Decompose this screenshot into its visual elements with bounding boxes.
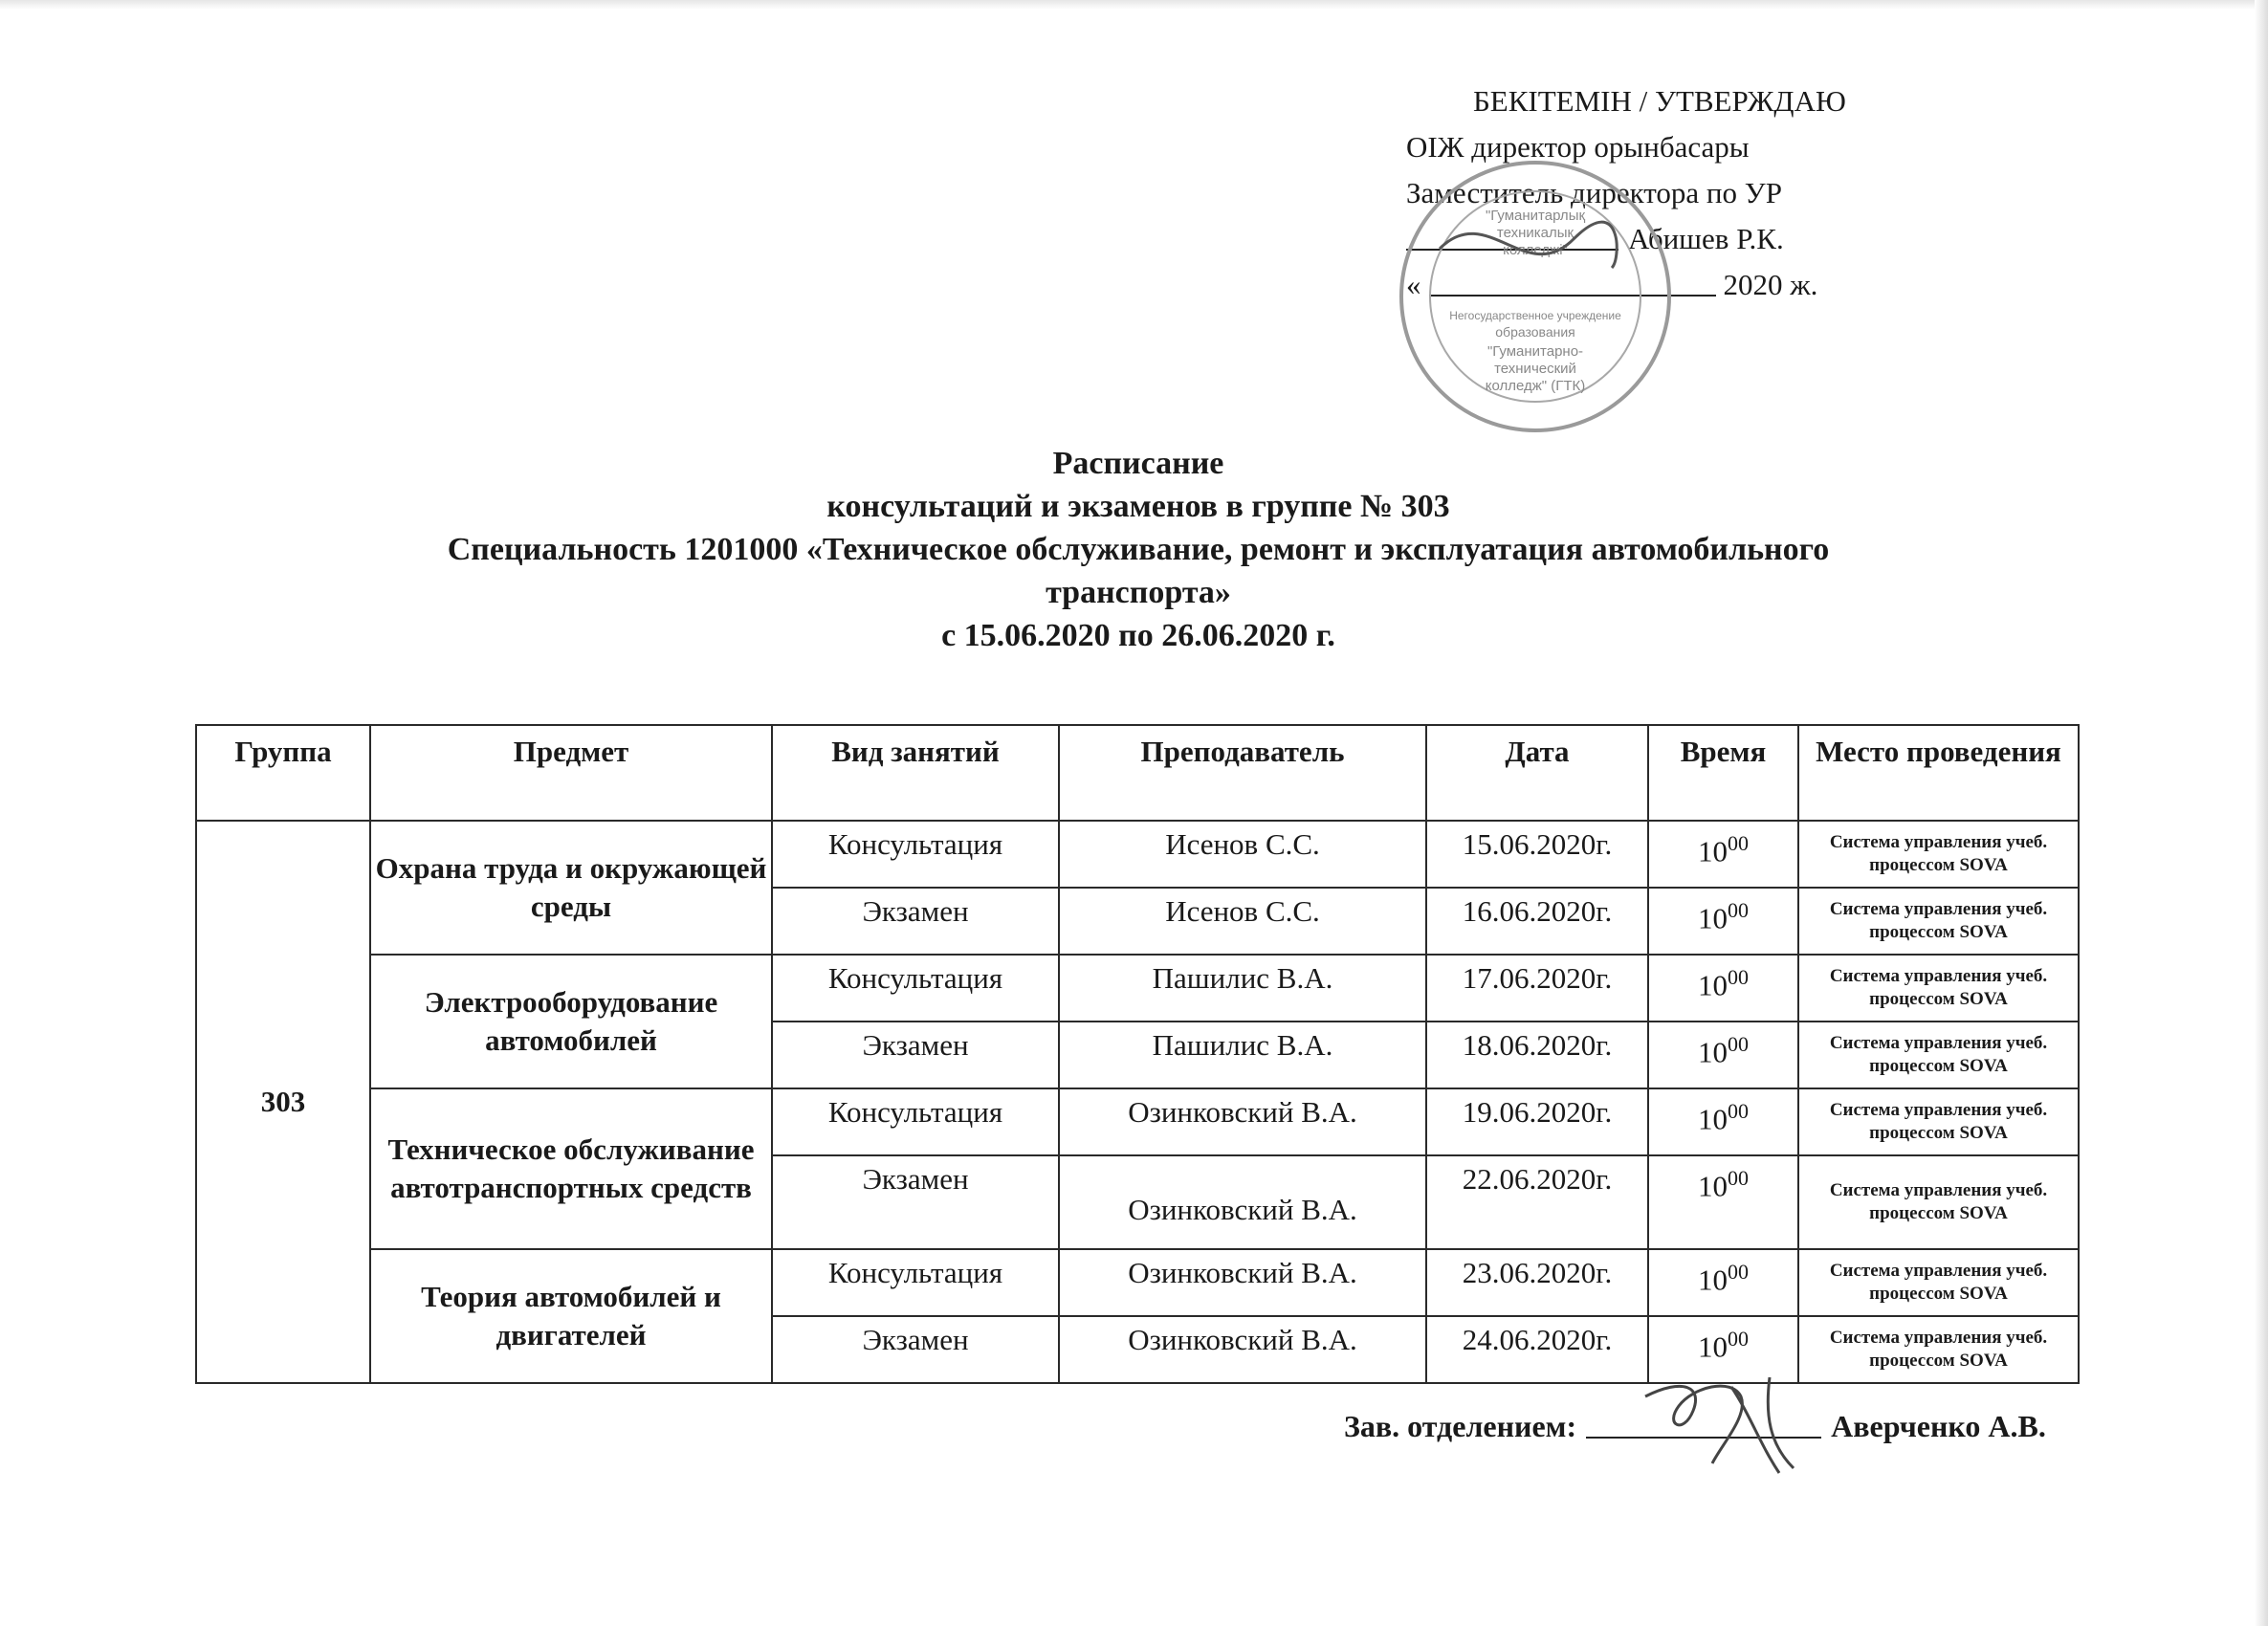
scan-edge-top bbox=[0, 0, 2268, 10]
date-cell: 23.06.2020г. bbox=[1426, 1249, 1648, 1316]
stamp-line-1: "Гуманитарлық bbox=[1485, 208, 1586, 224]
subject-cell: Охрана труда и окружающей среды bbox=[370, 821, 772, 955]
scan-edge-right bbox=[2255, 0, 2268, 1626]
date-cell: 18.06.2020г. bbox=[1426, 1022, 1648, 1088]
stamp-line-2: техникалық bbox=[1496, 225, 1574, 241]
place-cell: Система управления учеб. процессом SOVA bbox=[1798, 821, 2079, 888]
teacher-cell: Исенов С.С. bbox=[1059, 821, 1426, 888]
kind-cell: Консультация bbox=[772, 821, 1059, 888]
time-cell: $10^{00}$ bbox=[1648, 1316, 1798, 1383]
footer-name: Аверченко А.В. bbox=[1831, 1409, 2046, 1443]
heading-title: Расписание bbox=[1052, 446, 1224, 481]
official-stamp bbox=[1382, 143, 1679, 450]
teacher-cell: Озинковский В.А. bbox=[1059, 1155, 1426, 1249]
header-subject: Предмет bbox=[370, 725, 772, 821]
footer-label: Зав. отделением: bbox=[1344, 1409, 1577, 1443]
table-row bbox=[196, 821, 2079, 888]
header-kind: Вид занятий bbox=[772, 725, 1059, 821]
place-cell: Система управления учеб. процессом SOVA bbox=[1798, 1249, 2079, 1316]
header-group: Группа bbox=[196, 725, 370, 821]
date-open-quote: « bbox=[1406, 268, 1421, 301]
header-date: Дата bbox=[1426, 725, 1648, 821]
subject-cell: Техническое обслуживание автотранспортных средств bbox=[370, 1088, 772, 1249]
heading-specialty-cont: транспорта» bbox=[1046, 575, 1231, 610]
approval-position-kz: ОІЖ директор орынбасары bbox=[1406, 130, 1750, 164]
header-teacher: Преподаватель bbox=[1059, 725, 1426, 821]
place-cell: Система управления учеб. процессом SOVA bbox=[1798, 1316, 2079, 1383]
time-cell: $10^{00}$ bbox=[1648, 888, 1798, 955]
time-cell: $10^{00}$ bbox=[1648, 1249, 1798, 1316]
schedule-table bbox=[195, 724, 2080, 1384]
kind-cell: Экзамен bbox=[772, 1155, 1059, 1249]
date-cell: 15.06.2020г. bbox=[1426, 821, 1648, 888]
kind-cell: Консультация bbox=[772, 1249, 1059, 1316]
kind-cell: Консультация bbox=[772, 1088, 1059, 1155]
heading-period: с 15.06.2020 по 26.06.2020 г. bbox=[941, 618, 1335, 653]
header-time: Время bbox=[1648, 725, 1798, 821]
teacher-cell: Озинковский В.А. bbox=[1059, 1316, 1426, 1383]
time-cell: $10^{00}$ bbox=[1648, 1088, 1798, 1155]
stamp-line-8: колледж" (ГТК) bbox=[1485, 378, 1586, 394]
place-cell: Система управления учеб. процессом SOVA bbox=[1798, 1022, 2079, 1088]
table-row bbox=[196, 955, 2079, 1022]
place-cell: Система управления учеб. процессом SOVA bbox=[1798, 888, 2079, 955]
stamp-line-4: Негосударственное учреждение bbox=[1449, 309, 1621, 322]
date-cell: 16.06.2020г. bbox=[1426, 888, 1648, 955]
place-cell: Система управления учеб. процессом SOVA bbox=[1798, 1155, 2079, 1249]
kind-cell: Экзамен bbox=[772, 888, 1059, 955]
heading-subtitle: консультаций и экзаменов в группе № 303 bbox=[826, 489, 1450, 524]
date-cell: 24.06.2020г. bbox=[1426, 1316, 1648, 1383]
approval-position-ru: Заместитель директора по УР bbox=[1406, 176, 1782, 209]
approval-title: БЕКІТЕМІН / УТВЕРЖДАЮ bbox=[1473, 84, 1846, 118]
teacher-cell: Озинковский В.А. bbox=[1059, 1088, 1426, 1155]
teacher-cell: Исенов С.С. bbox=[1059, 888, 1426, 955]
date-cell: 17.06.2020г. bbox=[1426, 955, 1648, 1022]
header-place: Место проведения bbox=[1798, 725, 2079, 821]
subject-cell: Теория автомобилей и двигателей bbox=[370, 1249, 772, 1383]
table-header-row bbox=[196, 725, 2079, 821]
date-cell: 22.06.2020г. bbox=[1426, 1155, 1648, 1249]
stamp-line-5: образования bbox=[1495, 324, 1575, 340]
table-row bbox=[196, 1088, 2079, 1155]
stamp-line-7: технический bbox=[1494, 361, 1576, 377]
time-cell: $10^{00}$ bbox=[1648, 821, 1798, 888]
kind-cell: Консультация bbox=[772, 955, 1059, 1022]
approval-date-suffix: 2020 ж. bbox=[1723, 268, 1818, 301]
time-cell: $10^{00}$ bbox=[1648, 1022, 1798, 1088]
document-heading bbox=[172, 442, 2104, 657]
group-cell: 303 bbox=[196, 821, 370, 1383]
approval-signer: Абишев Р.К. bbox=[1628, 222, 1784, 255]
teacher-cell: Озинковский В.А. bbox=[1059, 1249, 1426, 1316]
time-cell: $10^{00}$ bbox=[1648, 955, 1798, 1022]
heading-specialty: Специальность 1201000 «Техническое обслуживание, ремонт и эксплуатация автомобильного bbox=[447, 532, 1830, 567]
stamp-line-3: колледжі" bbox=[1503, 242, 1568, 258]
date-cell: 19.06.2020г. bbox=[1426, 1088, 1648, 1155]
place-cell: Система управления учеб. процессом SOVA bbox=[1798, 955, 2079, 1022]
kind-cell: Экзамен bbox=[772, 1022, 1059, 1088]
time-cell: $10^{00}$ bbox=[1648, 1155, 1798, 1249]
place-cell: Система управления учеб. процессом SOVA bbox=[1798, 1088, 2079, 1155]
table-row bbox=[196, 1249, 2079, 1316]
subject-cell: Электрооборудование автомобилей bbox=[370, 955, 772, 1088]
stamp-line-6: "Гуманитарно- bbox=[1486, 343, 1584, 360]
kind-cell: Экзамен bbox=[772, 1316, 1059, 1383]
teacher-cell: Пашилис В.А. bbox=[1059, 955, 1426, 1022]
handwritten-signature bbox=[1626, 1358, 1817, 1483]
teacher-cell: Пашилис В.А. bbox=[1059, 1022, 1426, 1088]
